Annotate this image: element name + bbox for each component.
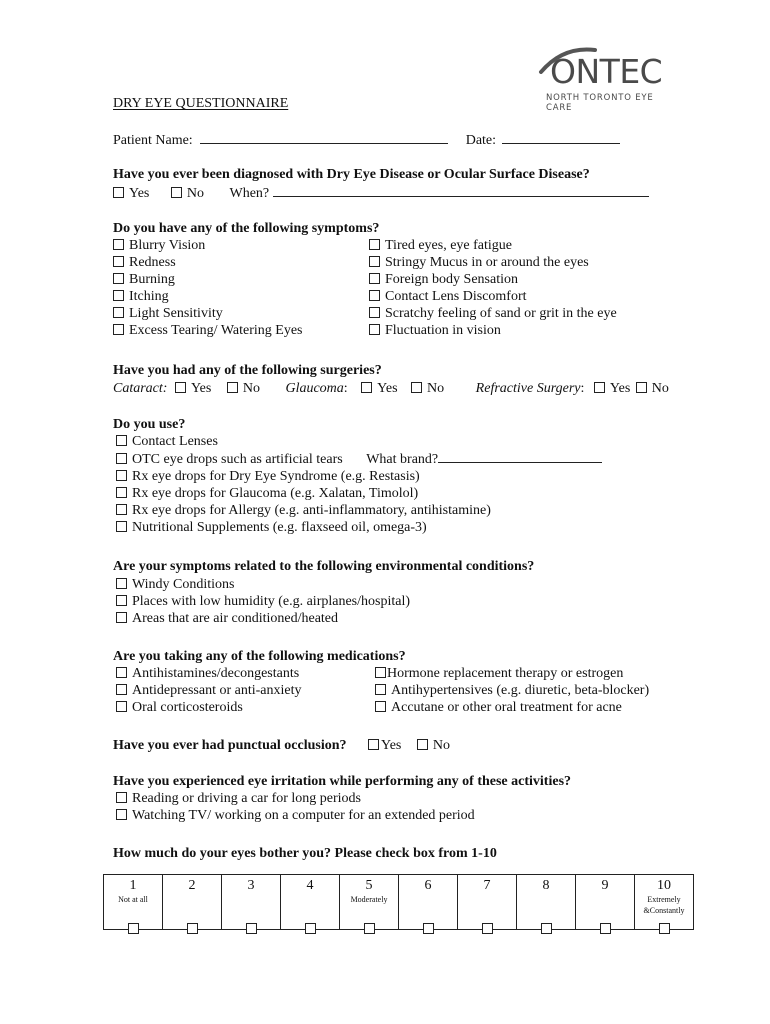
- scale-number: 8: [542, 878, 550, 893]
- q6-left-list: [116, 665, 302, 716]
- use-label: Contact Lenses: [132, 434, 218, 449]
- symptom-item: [369, 305, 617, 322]
- scale-label: Moderately: [350, 895, 388, 904]
- symptom-checkbox[interactable]: [113, 290, 124, 301]
- environment-item: [116, 576, 410, 593]
- q2-right-list: [369, 237, 617, 339]
- logo-wordmark: ONTEC: [550, 52, 663, 91]
- symptom-label: Stringy Mucus in or around the eyes: [385, 255, 589, 270]
- glaucoma-colon: :: [343, 381, 348, 396]
- environment-label: Places with low humidity (e.g. airplanes/hospital): [132, 594, 411, 609]
- symptom-item: [369, 322, 617, 339]
- symptom-item: [369, 271, 617, 288]
- scale-cell: [340, 875, 399, 930]
- symptom-checkbox[interactable]: [369, 324, 380, 335]
- scale-number: 10: [657, 878, 671, 893]
- scale-number: 7: [483, 878, 491, 893]
- glaucoma-yes-label: Yes: [377, 381, 398, 396]
- medication-label: Accutane or other oral treatment for acne: [391, 700, 622, 715]
- use-checkbox[interactable]: [116, 453, 127, 464]
- q7-question: Have you ever had punctual occlusion?: [113, 738, 347, 753]
- use-label: Nutritional Supplements (e.g. flaxseed oil, omega-3): [132, 520, 427, 535]
- q1-yes-checkbox[interactable]: [113, 187, 124, 198]
- medication-item: [116, 699, 302, 716]
- q1-when-label: When?: [229, 186, 270, 201]
- symptom-item: [113, 288, 303, 305]
- symptom-checkbox[interactable]: [369, 256, 380, 267]
- environment-label: Areas that are air conditioned/heated: [132, 611, 339, 626]
- scale-cell: [576, 875, 635, 930]
- scale-number: 9: [601, 878, 609, 893]
- refractive-yes-checkbox[interactable]: [594, 382, 605, 393]
- symptom-label: Fluctuation in vision: [385, 323, 501, 338]
- activity-item: [116, 790, 475, 807]
- medication-label: Antihistamines/decongestants: [132, 666, 300, 681]
- scale-checkbox[interactable]: [541, 923, 552, 934]
- medication-checkbox[interactable]: [375, 701, 386, 712]
- medication-checkbox[interactable]: [116, 667, 127, 678]
- scale-number: 6: [424, 878, 432, 893]
- scale-label: Not at all: [118, 895, 148, 904]
- scale-checkbox[interactable]: [364, 923, 375, 934]
- refractive-label: Refractive Surgery: [475, 381, 581, 396]
- brand-label: What brand?: [366, 452, 439, 467]
- scale-cell: [635, 875, 694, 930]
- use-item: [116, 468, 602, 485]
- symptom-item: [369, 237, 617, 254]
- use-label: OTC eye drops such as artificial tears: [132, 452, 343, 467]
- use-item: [116, 502, 602, 519]
- symptom-checkbox[interactable]: [369, 307, 380, 318]
- symptom-label: Excess Tearing/ Watering Eyes: [129, 323, 303, 338]
- scale-checkbox[interactable]: [128, 923, 139, 934]
- symptom-label: Burning: [129, 272, 175, 287]
- q1-no-checkbox[interactable]: [171, 187, 182, 198]
- medication-label: Oral corticosteroids: [132, 700, 243, 715]
- q7-yes-label: Yes: [381, 738, 402, 753]
- symptom-label: Contact Lens Discomfort: [385, 289, 527, 304]
- use-label: Rx eye drops for Glaucoma (e.g. Xalatan, Timolol): [132, 486, 419, 501]
- symptom-item: [113, 237, 303, 254]
- medication-label: Hormone replacement therapy or estrogen: [387, 666, 624, 681]
- scale-cell: [222, 875, 281, 930]
- cataract-label: Cataract:: [113, 381, 168, 396]
- scale-cell: [281, 875, 340, 930]
- scale-checkbox[interactable]: [659, 923, 670, 934]
- date-field[interactable]: [502, 131, 620, 144]
- symptom-label: Itching: [129, 289, 169, 304]
- q5-list: [116, 576, 410, 627]
- cataract-no-label: No: [242, 381, 260, 396]
- symptom-checkbox[interactable]: [113, 239, 124, 250]
- page-title: DRY EYE QUESTIONNAIRE: [113, 96, 289, 111]
- q2-left-list: [113, 237, 303, 339]
- symptom-item: [369, 288, 617, 305]
- symptom-checkbox[interactable]: [369, 239, 380, 250]
- activity-label: Watching TV/ working on a computer for an extended period: [132, 808, 475, 823]
- medication-label: Antidepressant or anti-anxiety: [132, 683, 302, 698]
- scale-checkbox[interactable]: [423, 923, 434, 934]
- scale-checkbox[interactable]: [305, 923, 316, 934]
- symptom-label: Scratchy feeling of sand or grit in the eye: [385, 306, 617, 321]
- date-label: Date:: [465, 133, 497, 148]
- symptom-item: [113, 254, 303, 271]
- scale-cell: [163, 875, 222, 930]
- logo-subtitle: NORTH TORONTO EYE CARE: [546, 93, 654, 113]
- q3-answers: [113, 380, 669, 397]
- q7-row: [113, 737, 450, 754]
- q5-question: Are your symptoms related to the following environmental conditions?: [113, 559, 535, 574]
- refractive-no-label: No: [651, 381, 669, 396]
- symptom-checkbox[interactable]: [369, 273, 380, 284]
- q1-no-label: No: [186, 186, 204, 201]
- medication-item: [116, 682, 302, 699]
- scale-number: 3: [247, 878, 255, 893]
- environment-checkbox[interactable]: [116, 578, 127, 589]
- medication-checkbox[interactable]: [375, 667, 386, 678]
- glaucoma-yes-checkbox[interactable]: [361, 382, 372, 393]
- glaucoma-label: Glaucoma: [285, 381, 344, 396]
- q7-no-checkbox[interactable]: [417, 739, 428, 750]
- medication-item: [116, 665, 302, 682]
- symptom-label: Foreign body Sensation: [385, 272, 518, 287]
- glaucoma-no-label: No: [427, 381, 445, 396]
- symptom-label: Blurry Vision: [129, 238, 206, 253]
- q8-list: [116, 790, 475, 824]
- scale-checkbox[interactable]: [482, 923, 493, 934]
- activity-checkbox[interactable]: [116, 792, 127, 803]
- medication-item: [375, 682, 649, 699]
- patient-name-label: Patient Name:: [113, 133, 193, 148]
- use-item: [116, 519, 602, 536]
- symptom-item: [113, 305, 303, 322]
- scale-label: Extremely &Constantly: [643, 895, 685, 915]
- use-checkbox[interactable]: [116, 435, 127, 446]
- q1-when-field[interactable]: [273, 184, 649, 197]
- medication-item: [375, 699, 649, 716]
- q1-answers: [113, 184, 649, 202]
- symptom-checkbox[interactable]: [113, 307, 124, 318]
- symptom-label: Redness: [129, 255, 176, 270]
- medication-checkbox[interactable]: [375, 684, 386, 695]
- symptom-label: Tired eyes, eye fatigue: [385, 238, 512, 253]
- medication-checkbox[interactable]: [116, 684, 127, 695]
- use-label: Rx eye drops for Dry Eye Syndrome (e.g. Restasis): [132, 469, 420, 484]
- symptom-label: Light Sensitivity: [129, 306, 223, 321]
- q4-list: [116, 433, 602, 536]
- symptom-checkbox[interactable]: [113, 273, 124, 284]
- scale-checkbox[interactable]: [600, 923, 611, 934]
- scale-number: 1: [129, 878, 137, 893]
- symptom-item: [369, 254, 617, 271]
- clinic-logo: [533, 44, 668, 113]
- scale-number: 2: [188, 878, 196, 893]
- environment-item: [116, 593, 410, 610]
- scale-cell: [399, 875, 458, 930]
- use-item: [116, 450, 602, 468]
- q3-question: Have you had any of the following surgeries?: [113, 363, 382, 378]
- environment-checkbox[interactable]: [116, 612, 127, 623]
- medication-item: [375, 665, 649, 682]
- cataract-no-checkbox[interactable]: [227, 382, 238, 393]
- scale-checkbox[interactable]: [187, 923, 198, 934]
- patient-name-field[interactable]: [200, 131, 448, 144]
- use-checkbox[interactable]: [116, 521, 127, 532]
- cataract-yes-label: Yes: [190, 381, 212, 396]
- scale-checkbox[interactable]: [246, 923, 257, 934]
- environment-item: [116, 610, 410, 627]
- activity-checkbox[interactable]: [116, 809, 127, 820]
- patient-row: [113, 131, 620, 149]
- symptom-checkbox[interactable]: [369, 290, 380, 301]
- q9-question: How much do your eyes bother you? Please check box from 1-10: [113, 846, 497, 861]
- refractive-yes-label: Yes: [609, 381, 631, 396]
- bother-scale-table: [103, 874, 694, 930]
- refractive-colon: :: [580, 381, 585, 396]
- use-checkbox[interactable]: [116, 487, 127, 498]
- symptom-item: [113, 271, 303, 288]
- q4-question: Do you use?: [113, 417, 186, 432]
- symptom-checkbox[interactable]: [113, 324, 124, 335]
- environment-label: Windy Conditions: [132, 577, 235, 592]
- q6-question: Are you taking any of the following medications?: [113, 649, 406, 664]
- scale-cell: [104, 875, 163, 930]
- symptom-checkbox[interactable]: [113, 256, 124, 267]
- scale-cell: [458, 875, 517, 930]
- medication-checkbox[interactable]: [116, 701, 127, 712]
- use-item: [116, 485, 602, 502]
- use-label: Rx eye drops for Allergy (e.g. anti-inflammatory, antihistamine): [132, 503, 491, 518]
- cataract-yes-checkbox[interactable]: [175, 382, 186, 393]
- glaucoma-no-checkbox[interactable]: [411, 382, 422, 393]
- q1-yes-label: Yes: [129, 186, 150, 201]
- scale-number: 4: [306, 878, 314, 893]
- q1-question: Have you ever been diagnosed with Dry Eye Disease or Ocular Surface Disease?: [113, 167, 590, 182]
- q2-question: Do you have any of the following symptoms?: [113, 221, 380, 236]
- environment-checkbox[interactable]: [116, 595, 127, 606]
- use-checkbox[interactable]: [116, 504, 127, 515]
- q7-no-label: No: [432, 738, 450, 753]
- q8-question: Have you experienced eye irritation while performing any of these activities?: [113, 774, 572, 789]
- q6-right-list: [375, 665, 649, 716]
- scale-cell: [517, 875, 576, 930]
- activity-label: Reading or driving a car for long periods: [132, 791, 361, 806]
- brand-field[interactable]: [438, 450, 602, 463]
- use-checkbox[interactable]: [116, 470, 127, 481]
- medication-label: Antihypertensives (e.g. diuretic, beta-blocker): [391, 683, 650, 698]
- refractive-no-checkbox[interactable]: [636, 382, 647, 393]
- symptom-item: [113, 322, 303, 339]
- scale-number: 5: [365, 878, 373, 893]
- use-item: [116, 433, 602, 450]
- activity-item: [116, 807, 475, 824]
- q7-yes-checkbox[interactable]: [368, 739, 379, 750]
